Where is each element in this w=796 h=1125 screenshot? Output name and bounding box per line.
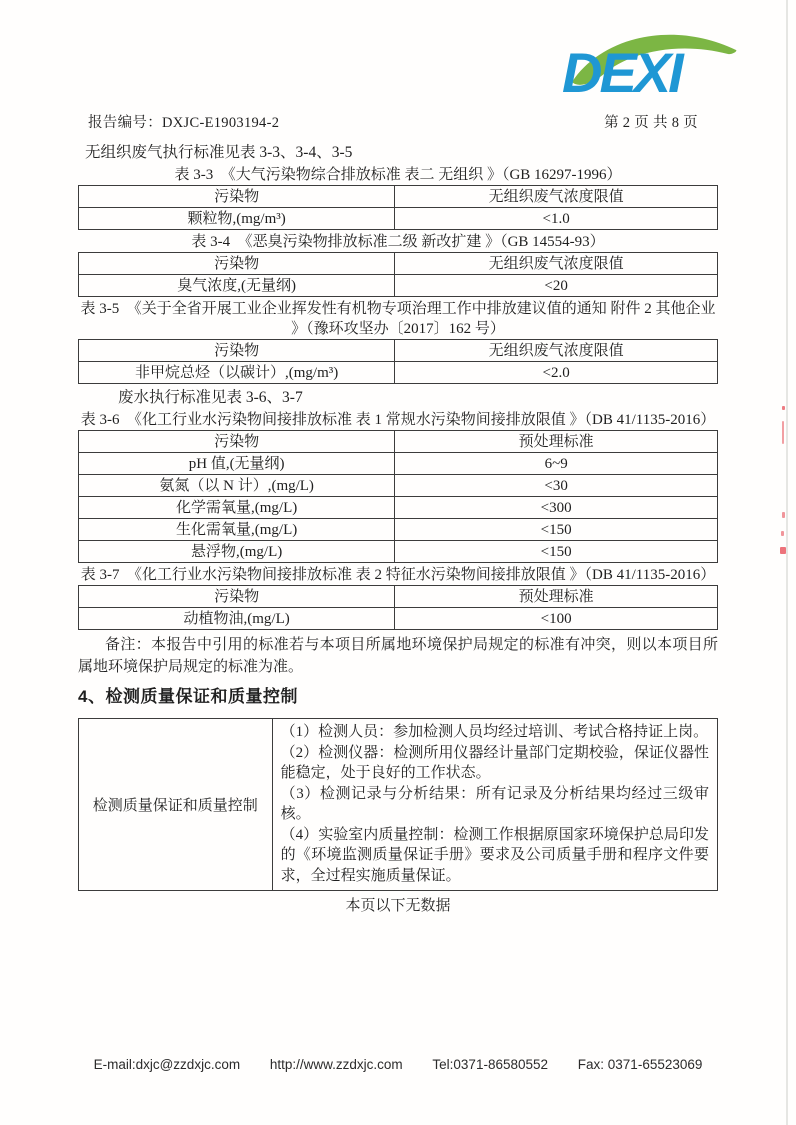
qc-item-records: （3）检测记录与分析结果：所有记录及分析结果均经过三级审核。: [280, 785, 709, 822]
cell-limit: <30: [395, 475, 718, 497]
cell-pollutant: 颗粒物,(mg/m³): [79, 208, 395, 230]
header-limit: 预处理标准: [395, 586, 718, 608]
cell-pollutant: 动植物油,(mg/L): [79, 608, 395, 630]
table-3-6-caption: 表 3-6 《化工行业水污染物间接排放标准 表 1 常规水污染物间接排放限值 》（DB 41/1135-2016）: [80, 412, 716, 428]
header-pollutant: 污染物: [79, 340, 395, 362]
cell-limit: <1.0: [395, 208, 718, 230]
table-row: [79, 475, 718, 497]
cell-limit: 6~9: [395, 453, 718, 475]
header-limit: 无组织废气浓度限值: [395, 253, 718, 275]
section-4-heading: 4、检测质量保证和质量控制: [78, 687, 298, 706]
table-header-row: [79, 431, 718, 453]
table-3-7-caption: 表 3-7 《化工行业水污染物间接排放标准 表 2 特征水污染物间接排放限值 》（DB 41/1135-2016）: [80, 567, 716, 583]
cell-pollutant: 非甲烷总烃（以碳计）,(mg/m³): [79, 362, 395, 384]
page-indicator: 第 2 页 共 8 页: [604, 115, 698, 131]
red-ink-mark: [780, 547, 786, 554]
cell-pollutant: pH 值,(无量纲): [79, 453, 395, 475]
cell-limit: <20: [395, 275, 718, 297]
table-3-4: [78, 252, 718, 297]
cell-pollutant: 氨氮（以 N 计）,(mg/L): [79, 475, 395, 497]
qa-qc-details: [272, 719, 717, 891]
cell-pollutant: 化学需氧量,(mg/L): [79, 497, 395, 519]
header-pollutant: 污染物: [79, 253, 395, 275]
table-row: [79, 519, 718, 541]
gas-standards-intro: 无组织废气执行标准见表 3-3、3-4、3-5: [85, 144, 353, 161]
qa-qc-row-label: 检测质量保证和质量控制: [79, 719, 273, 891]
qa-qc-table: [78, 718, 718, 891]
table-header-row: [79, 253, 718, 275]
cell-limit: <150: [395, 541, 718, 563]
table-3-7: [78, 585, 718, 630]
cell-pollutant: 悬浮物,(mg/L): [79, 541, 395, 563]
report-number: 报告编号：DXJC-E1903194-2: [88, 115, 280, 131]
qc-item-instruments: （2）检测仪器：检测所用仪器经计量部门定期校验，保证仪器性能稳定，处于良好的工作状态。: [280, 744, 709, 781]
header-limit: 预处理标准: [395, 431, 718, 453]
footer-email: E-mail:dxjc@zzdxjc.com: [93, 1057, 241, 1072]
red-ink-mark: [782, 512, 785, 518]
red-ink-mark: [782, 421, 784, 444]
table-row: [79, 362, 718, 384]
table-header-row: [79, 340, 718, 362]
table-3-5: [78, 339, 718, 384]
cell-pollutant: 臭气浓度,(无量纲): [79, 275, 395, 297]
contact-footer: [0, 1057, 796, 1072]
table-3-3: [78, 185, 718, 230]
report-meta-row: [88, 111, 698, 132]
header-pollutant: 污染物: [79, 186, 395, 208]
water-standards-intro: 废水执行标准见表 3-6、3-7: [118, 389, 303, 406]
table-row: [79, 453, 718, 475]
no-data-below-line: 本页以下无数据: [345, 898, 451, 914]
header-pollutant: 污染物: [79, 431, 395, 453]
table-row: [79, 208, 718, 230]
cell-limit: <100: [395, 608, 718, 630]
report-body: [78, 142, 718, 916]
table-3-3-caption: 表 3-3 《大气污染物综合排放标准 表二 无组织 》（GB 16297-1996）: [174, 167, 622, 183]
qc-item-lab-control: （4）实验室内质量控制：检测工作根据原国家环境保护总局印发的《环境监测质量保证手册》要求及公司质量手册和程序文件要求，全过程实施质量保证。: [280, 826, 709, 884]
table-row: [79, 275, 718, 297]
cell-pollutant: 生化需氧量,(mg/L): [79, 519, 395, 541]
table-header-row: [79, 586, 718, 608]
footer-tel: Tel:0371-86580552: [432, 1057, 549, 1072]
qc-item-personnel: （1）检测人员：参加检测人员均经过培训、考试合格持证上岗。: [280, 724, 709, 740]
red-ink-mark: [781, 531, 784, 536]
table-3-6: [78, 430, 718, 563]
cell-limit: <2.0: [395, 362, 718, 384]
table-row: [79, 497, 718, 519]
standards-note: 备注：本报告中引用的标准若与本项目所属地环境保护局规定的标准有冲突，则以本项目所属地环境保护局规定的标准为准。: [78, 637, 718, 675]
cell-limit: <150: [395, 519, 718, 541]
svg-text:DEXI: DEXI: [562, 41, 681, 104]
footer-website: http://www.zzdxjc.com: [269, 1057, 403, 1072]
table-row: [79, 608, 718, 630]
table-3-4-caption: 表 3-4 《恶臭污染物排放标准二级 新改扩建 》（GB 14554-93）: [191, 234, 605, 250]
scan-edge-line: [786, 0, 788, 1125]
red-ink-mark: [782, 406, 785, 410]
header-limit: 无组织废气浓度限值: [395, 186, 718, 208]
dexi-logo-graphic: [562, 24, 740, 106]
footer-fax: Fax: 0371-65523069: [577, 1057, 703, 1072]
table-3-5-caption: 表 3-5 《关于全省开展工业企业挥发性有机物专项治理工作中排放建议值的通知 附件 2 其他企业 》（豫环攻坚办〔2017〕162 号）: [80, 301, 716, 337]
dexi-logo: [562, 24, 740, 106]
header-limit: 无组织废气浓度限值: [395, 340, 718, 362]
header-pollutant: 污染物: [79, 586, 395, 608]
table-header-row: [79, 186, 718, 208]
qa-qc-row: [79, 719, 718, 891]
cell-limit: <300: [395, 497, 718, 519]
table-row: [79, 541, 718, 563]
